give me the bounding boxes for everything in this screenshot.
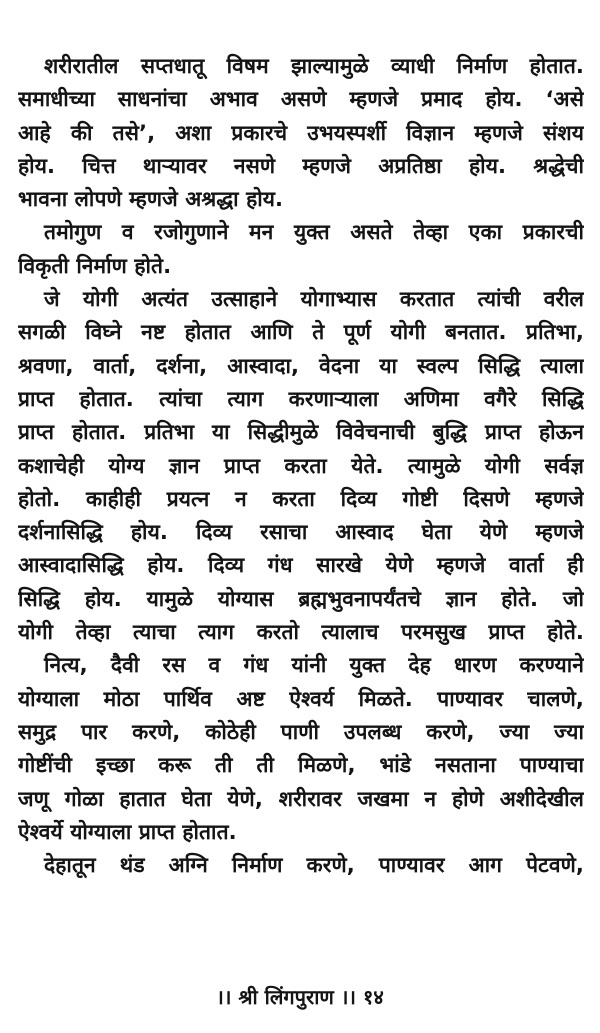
text-line: होतो. काहीही प्रयत्न न करता दिव्य गोष्टी दिसणे म्हणजे <box>18 486 584 511</box>
text-line: जणू गोळा हातात घेता येणे, शरीरावर जखमा न होणे अशीदेखील <box>18 786 584 811</box>
text-line: प्राप्त होतात. त्यांचा त्याग करणाऱ्याला अणिमा वगैरे सिद्धि <box>18 386 584 411</box>
text-line: योग्याला मोठा पार्थिव अष्ट ऐश्वर्य मिळते. पाण्यावर चालणे, <box>18 686 584 711</box>
text-line: सिद्धि होय. यामुळे योग्यास ब्रह्मभुवनापर्यंतचे ज्ञान होते. जो <box>18 586 584 611</box>
text-line: तमोगुण व रजोगुणाने मन युक्त असते तेव्हा एका प्रकारची <box>44 220 584 245</box>
text-line: भावना लोपणे म्हणजे अश्रद्धा होय. <box>18 187 284 212</box>
text-line: योगी तेव्हा त्याचा त्याग करतो त्यालाच परमसुख प्राप्त होते. <box>18 620 584 645</box>
text-line: शरीरातील सप्तधातू विषम झाल्यामुळे व्याधी निर्माण होतात. <box>44 54 584 78</box>
text-line: जे योगी अत्यंत उत्साहाने योगाभ्यास करतात त्यांची वरील <box>44 287 584 312</box>
text-line: समुद्र पार करणे, कोठेही पाणी उपलब्ध करणे, ज्या ज्या <box>18 719 584 744</box>
text-line: होय. चित्त थाऱ्यावर नसणे म्हणजे अप्रतिष्ठा होय. श्रद्धेची <box>18 153 584 178</box>
text-line: प्राप्त होतात. प्रतिभा या सिद्धीमुळे विवेचनाची बुद्धि प्राप्त होऊन <box>18 420 584 445</box>
text-line: देहातून थंड अग्नि निर्माण करणे, पाण्यावर आग पेटवणे, <box>44 853 584 878</box>
text-line: सगळी विघ्ने नष्ट होतात आणि ते पूर्ण योगी बनतात. प्रतिभा, <box>18 320 584 345</box>
page-footer: ।। श्री लिंगपुराण ।। १४ <box>216 985 384 1009</box>
text-line: कशाचेही योग्य ज्ञान प्राप्त करता येते. त्यामुळे योगी सर्वज्ञ <box>18 453 584 478</box>
text-line: गोष्टींची इच्छा करू ती ती मिळणे, भांडे नसताना पाण्याचा <box>18 753 584 778</box>
text-line: नित्य, दैवी रस व गंध यांनी युक्त देह धारण करण्याने <box>44 653 584 678</box>
text-line: विकृती निर्माण होते. <box>18 253 172 278</box>
body-text <box>18 50 584 882</box>
text-line: दर्शनासिद्धि होय. दिव्य रसाचा आस्वाद घेता येणे म्हणजे <box>18 520 584 545</box>
text-line: समाधीच्या साधनांचा अभाव असणे म्हणजे प्रमाद होय. ‘असे <box>18 87 584 112</box>
text-line: श्रवणा, वार्ता, दर्शना, आस्वादा, वेदना या स्वल्प सिद्धि त्याला <box>18 353 584 378</box>
text-line: आहे की तसे’, अशा प्रकारचे उभयस्पर्शी विज्ञान म्हणजे संशय <box>18 120 584 145</box>
text-line: ऐश्वर्ये योग्याला प्राप्त होतात. <box>18 819 237 844</box>
text-line: आस्वादासिद्धि होय. दिव्य गंध सारखे येणे म्हणजे वार्ता ही <box>18 553 584 578</box>
